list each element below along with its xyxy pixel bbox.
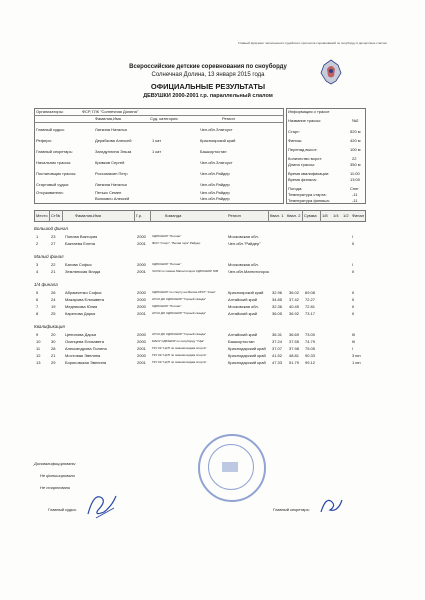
cell-year: 2001 — [137, 241, 146, 246]
cell-region: Краснодарский край — [228, 346, 266, 351]
cell-sum: 72.27 — [305, 297, 316, 302]
cell-name: Багова Софья — [65, 262, 92, 267]
cell-bib: 29 — [51, 360, 56, 365]
group-title: 1/4 финала — [34, 282, 58, 287]
cell-region: Краснодарский край — [228, 353, 266, 358]
cell-place: 3 — [36, 262, 39, 267]
jury-region: Чел.обл.Златоуст — [200, 127, 233, 132]
cell-bib: 26 — [51, 290, 56, 295]
cell-r: II — [352, 311, 355, 316]
jury-region: Чел.обл.Райдер — [200, 190, 230, 195]
cell-name: Землянская Влада — [65, 269, 101, 274]
cell-r: III — [352, 332, 356, 337]
cell-team: ЧСОЭ по хоккею Магнитогорск СДЮСШОР ЮВ — [152, 269, 218, 273]
course-value: Снег — [350, 186, 359, 191]
cell-place: 6 — [36, 297, 39, 302]
col-name: Фамилия,Имя — [95, 116, 121, 121]
cell-bib: 22 — [51, 262, 56, 267]
cell-place: 8 — [36, 311, 39, 316]
th-place: Место — [36, 213, 48, 218]
course-value: 22 — [352, 156, 357, 161]
cell-team: СДЮСШОР по спорту на Малом КРСТ "Ачан" — [152, 290, 216, 294]
jury-region: Башкортостан — [200, 149, 227, 154]
course-label: Перепад высот: — [288, 147, 318, 152]
official-stamp-icon — [198, 434, 266, 502]
cell-q2: 48.81 — [289, 353, 300, 358]
dsq-label: Дисквалифицированы — [34, 461, 76, 466]
cell-name: Попова Виктория — [65, 234, 98, 239]
course-title: Информация о трассе — [288, 109, 330, 114]
organizer-label: Организаторы: — [36, 109, 64, 114]
cell-sum: 72.81 — [305, 304, 316, 309]
cell-q2: 37.42 — [289, 297, 300, 302]
cell-team: ГКУ КК "ЦСП по зимним видам спорта" — [152, 360, 207, 364]
cell-year: 2001 — [137, 269, 146, 274]
organizer-value: ФСР, ГЛК "Солнечная Долина" — [82, 109, 139, 114]
cell-q1: 36.05 — [272, 311, 283, 316]
jury-name: Кривков Сергей — [95, 160, 125, 165]
table-row — [34, 296, 364, 303]
jury-role: Главный судья: — [36, 127, 65, 132]
table-row — [34, 310, 364, 317]
cell-bib: 23 — [51, 234, 56, 239]
jury-name: Волкович Алексей — [95, 196, 130, 201]
cell-region: Алтайский край — [228, 332, 258, 337]
course-value: -11 — [352, 192, 358, 197]
jury-category: 1 кат — [152, 149, 162, 154]
cell-sum: 69.08 — [305, 290, 316, 295]
cell-q1: 32.36 — [272, 304, 283, 309]
course-value: -11 — [352, 198, 358, 203]
group-title: Малый финал — [34, 254, 64, 259]
jury-role: Главный секретарь: — [36, 149, 73, 154]
chief-secretary-signature — [318, 494, 344, 518]
jury-region: Красноярский край — [200, 138, 236, 143]
cell-bib: 24 — [51, 297, 56, 302]
cell-place: 1 — [36, 234, 39, 239]
cell-place: 10 — [36, 339, 41, 344]
cell-name: Борисовская Эвелина — [65, 360, 107, 365]
col-region: Регион — [222, 116, 235, 121]
jury-role: Рефери: — [36, 138, 52, 143]
cell-place: 9 — [36, 332, 39, 337]
cell-place: 7 — [36, 304, 39, 309]
cell-q2: 36.02 — [289, 290, 300, 295]
cell-sum: 73.17 — [305, 311, 316, 316]
cell-name: Александрова Полина — [65, 346, 107, 351]
course-value: 13:00 — [350, 177, 361, 182]
th-region: Регион — [228, 213, 241, 218]
cell-region: Красноярский край — [228, 290, 264, 295]
cell-place: 2 — [36, 241, 39, 246]
jury-category: 1 кат — [152, 138, 162, 143]
cell-team: МАОУ СДЮШОР по сноуборду "Уфа" — [152, 339, 205, 343]
th-q1: Квал. 1 — [270, 213, 284, 218]
cell-region: Краснодарский край — [228, 360, 266, 365]
th-r2: 1/2 — [343, 213, 349, 218]
cell-q1: 37.07 — [272, 346, 283, 351]
th-name: Фамилия,Имя — [75, 213, 101, 218]
cell-r: III — [352, 339, 356, 344]
cell-team: СДЮСШОР "Летние" — [152, 234, 182, 238]
table-row — [34, 233, 364, 240]
jury-region: Чел.обл.Златоуст — [200, 160, 233, 165]
cell-q1: 36.31 — [272, 332, 283, 337]
dns-label: Не стартовали — [40, 485, 71, 490]
cell-team: АГСО ДО СДЮСШОР "Горный сканда" — [152, 332, 207, 336]
cell-year: 2000 — [137, 297, 146, 302]
jury-name: Загидуллина Эльза — [95, 149, 132, 154]
cell-bib: 28 — [51, 346, 56, 351]
cell-q2: 37.98 — [289, 346, 300, 351]
course-label: Старт: — [288, 129, 300, 134]
jury-region: Чел.обл.Райдер — [200, 196, 230, 201]
header-subtitle: ДЕВУШКИ 2000-2001 г.р. параллельный слалом — [143, 93, 273, 99]
table-row — [34, 261, 364, 268]
top-note: Главный фрагмент заполненного судейского протокола соревнований по сноуборду в дисциплине слалом — [238, 41, 387, 45]
cell-name: Бактаева Елена — [65, 241, 95, 246]
jury-role: Отсуживатели: — [36, 190, 64, 195]
cell-r: I — [352, 234, 354, 239]
cell-r: II — [352, 290, 355, 295]
cell-bib: 25 — [51, 311, 56, 316]
jury-name: Россомахин Петр — [95, 171, 128, 176]
cell-bib: 20 — [51, 332, 56, 337]
cell-r: II — [352, 304, 355, 309]
cell-region: Московская обл. — [228, 234, 259, 239]
course-label: Количество ворот: — [288, 156, 323, 161]
cell-region: Московская обл. — [228, 262, 259, 267]
cell-q2: 51.79 — [289, 360, 300, 365]
cell-place: 11 — [36, 346, 41, 351]
table-row — [34, 240, 364, 247]
th-r4: 1/4 — [333, 213, 339, 218]
cell-name: Мостовая Эвелина — [65, 353, 101, 358]
th-sum: Сумма — [304, 213, 317, 218]
cell-year: 2000 — [137, 304, 146, 309]
cell-q2: 37.55 — [289, 339, 300, 344]
cell-region: Чел.обл.Магнитогорск — [228, 269, 270, 274]
cell-region: Алтайский край — [228, 311, 258, 316]
cell-q2: 40.45 — [289, 304, 300, 309]
table-row — [34, 338, 364, 345]
table-row — [34, 352, 364, 359]
jury-region: Чел.обл.Райдер — [200, 171, 230, 176]
cell-year: 2001 — [137, 360, 146, 365]
cell-region: Чел.обл."Райдер" — [228, 241, 261, 246]
cell-q1: 41.52 — [272, 353, 283, 358]
cell-r: II — [352, 297, 355, 302]
cell-name: Осинцева Елизавета — [65, 339, 104, 344]
table-row — [34, 289, 364, 296]
header-title: ОФИЦИАЛЬНЫЕ РЕЗУЛЬТАТЫ — [150, 82, 266, 91]
group-title: Квалификация — [34, 324, 65, 329]
cell-place: 4 — [36, 269, 39, 274]
th-year: Г.р. — [136, 213, 143, 218]
course-value: 420 м — [350, 138, 361, 143]
cell-year: 2000 — [137, 339, 146, 344]
table-row — [34, 359, 364, 366]
cell-bib: 19 — [51, 304, 56, 309]
course-label: Температура старта: — [288, 192, 327, 197]
cell-q1: 47.33 — [272, 360, 283, 365]
cell-year: 2000 — [137, 234, 146, 239]
cell-bib: 21 — [51, 269, 56, 274]
cell-region: Московская обл. — [228, 304, 259, 309]
cell-place: 13 — [36, 360, 41, 365]
cell-r: 1 юн — [352, 360, 361, 365]
cell-name: Цепилова Дарья — [65, 332, 97, 337]
course-label: Название трассы: — [288, 118, 322, 123]
jury-name: Петько Семен — [95, 190, 122, 195]
course-label: Финиш: — [288, 138, 303, 143]
cell-name: Карелова Дарья — [65, 311, 96, 316]
cell-team: ГКУ КК "ЦСП по зимним видам спорта" — [152, 353, 207, 357]
table-row — [34, 331, 364, 338]
cell-r: II — [352, 241, 355, 246]
cell-team: ГКУ КК "ЦСП по зимним видам спорта" — [152, 346, 207, 350]
cell-region: Алтайский край — [228, 297, 258, 302]
cell-q1: 37.24 — [272, 339, 283, 344]
cell-q1: 32.96 — [272, 290, 283, 295]
cell-sum: 73.00 — [305, 332, 316, 337]
jury-name: Латкина Наталья — [95, 127, 127, 132]
course-value: 350 м — [350, 162, 361, 167]
cell-year: 2000 — [137, 332, 146, 337]
emblem-icon — [318, 57, 344, 87]
cell-sum: 75.05 — [305, 346, 316, 351]
group-title: Большой финал — [34, 226, 68, 231]
cell-sum: 99.12 — [305, 360, 316, 365]
course-label: Время квалификации: — [288, 171, 330, 176]
cell-sum: 90.33 — [305, 353, 316, 358]
cell-team: СДЮСШОР "Летние" — [152, 262, 182, 266]
jury-role: Стартовый судья: — [36, 182, 69, 187]
header-line1: Всероссийские детские соревнования по сноуборду — [129, 64, 287, 70]
course-label: Длина трассы: — [288, 162, 316, 167]
cell-q2: 36.69 — [289, 332, 300, 337]
th-bib: Ст№ — [51, 213, 61, 218]
cell-bib: 30 — [51, 339, 56, 344]
col-category: Суд. категория — [150, 116, 178, 121]
chief-judge-label: Главный судья: — [48, 507, 77, 512]
th-r8: 1/8 — [322, 213, 328, 218]
dnf-label: Не финишировали — [40, 473, 75, 478]
cell-year: 2000 — [137, 353, 146, 358]
cell-place: 5 — [36, 290, 39, 295]
cell-year: 2001 — [137, 311, 146, 316]
cell-region: Башкортостан — [228, 339, 255, 344]
table-row — [34, 345, 364, 352]
course-label: Время финала: — [288, 177, 317, 182]
table-row — [34, 303, 364, 310]
cell-year: 2001 — [137, 346, 146, 351]
th-final: Финал — [352, 213, 365, 218]
cell-place: 12 — [36, 353, 41, 358]
course-label: Температура финиша: — [288, 198, 330, 203]
jury-role: Постановщик трассы: — [36, 171, 77, 176]
cell-team: АГСО ДО СДЮСШОР "Горный сканда" — [152, 311, 207, 315]
th-q2: Квал. 2 — [287, 213, 301, 218]
jury-name: Дерябкова Алексей — [95, 138, 132, 143]
course-value: 11:00 — [350, 171, 360, 176]
cell-bib: 21 — [51, 353, 56, 358]
header-line2: Солнечная Долина, 13 января 2015 года — [151, 72, 265, 78]
cell-name: Абрамченко Софья — [65, 290, 102, 295]
cell-q1: 34.85 — [272, 297, 283, 302]
course-value: №2 — [352, 118, 359, 123]
course-label: Погода: — [288, 186, 303, 191]
cell-q2: 36.92 — [289, 311, 300, 316]
cell-team: СДЮСШОР "Летние" — [152, 304, 182, 308]
cell-name: Макарова Елизавета — [65, 297, 105, 302]
chief-judge-signature — [84, 488, 120, 522]
jury-region: Чел.обл.Райдер — [200, 182, 230, 187]
cell-team: АГСО ДО СДЮСШОР "Горный сканда" — [152, 297, 207, 301]
cell-r: II — [352, 269, 355, 274]
jury-role: Начальник трассы: — [36, 160, 72, 165]
cell-year: 2000 — [137, 262, 146, 267]
th-team: Команда — [165, 213, 182, 218]
cell-r: I — [352, 346, 354, 351]
cell-r: 3 юн — [352, 353, 361, 358]
cell-bib: 27 — [51, 241, 56, 246]
cell-year: 2000 — [137, 290, 146, 295]
cell-sum: 74.79 — [305, 339, 316, 344]
course-value: 520 м — [350, 129, 361, 134]
jury-name: Латкина Наталья — [95, 182, 127, 187]
cell-r: I — [352, 262, 354, 267]
chief-secretary-label: Главный секретарь: — [273, 507, 310, 512]
cell-team: ФСО "Старт", "Белая гора" Райдер — [152, 241, 201, 245]
course-value: 100 м — [350, 147, 361, 152]
cell-name: Медникова Юлия — [65, 304, 98, 309]
table-row — [34, 268, 364, 275]
